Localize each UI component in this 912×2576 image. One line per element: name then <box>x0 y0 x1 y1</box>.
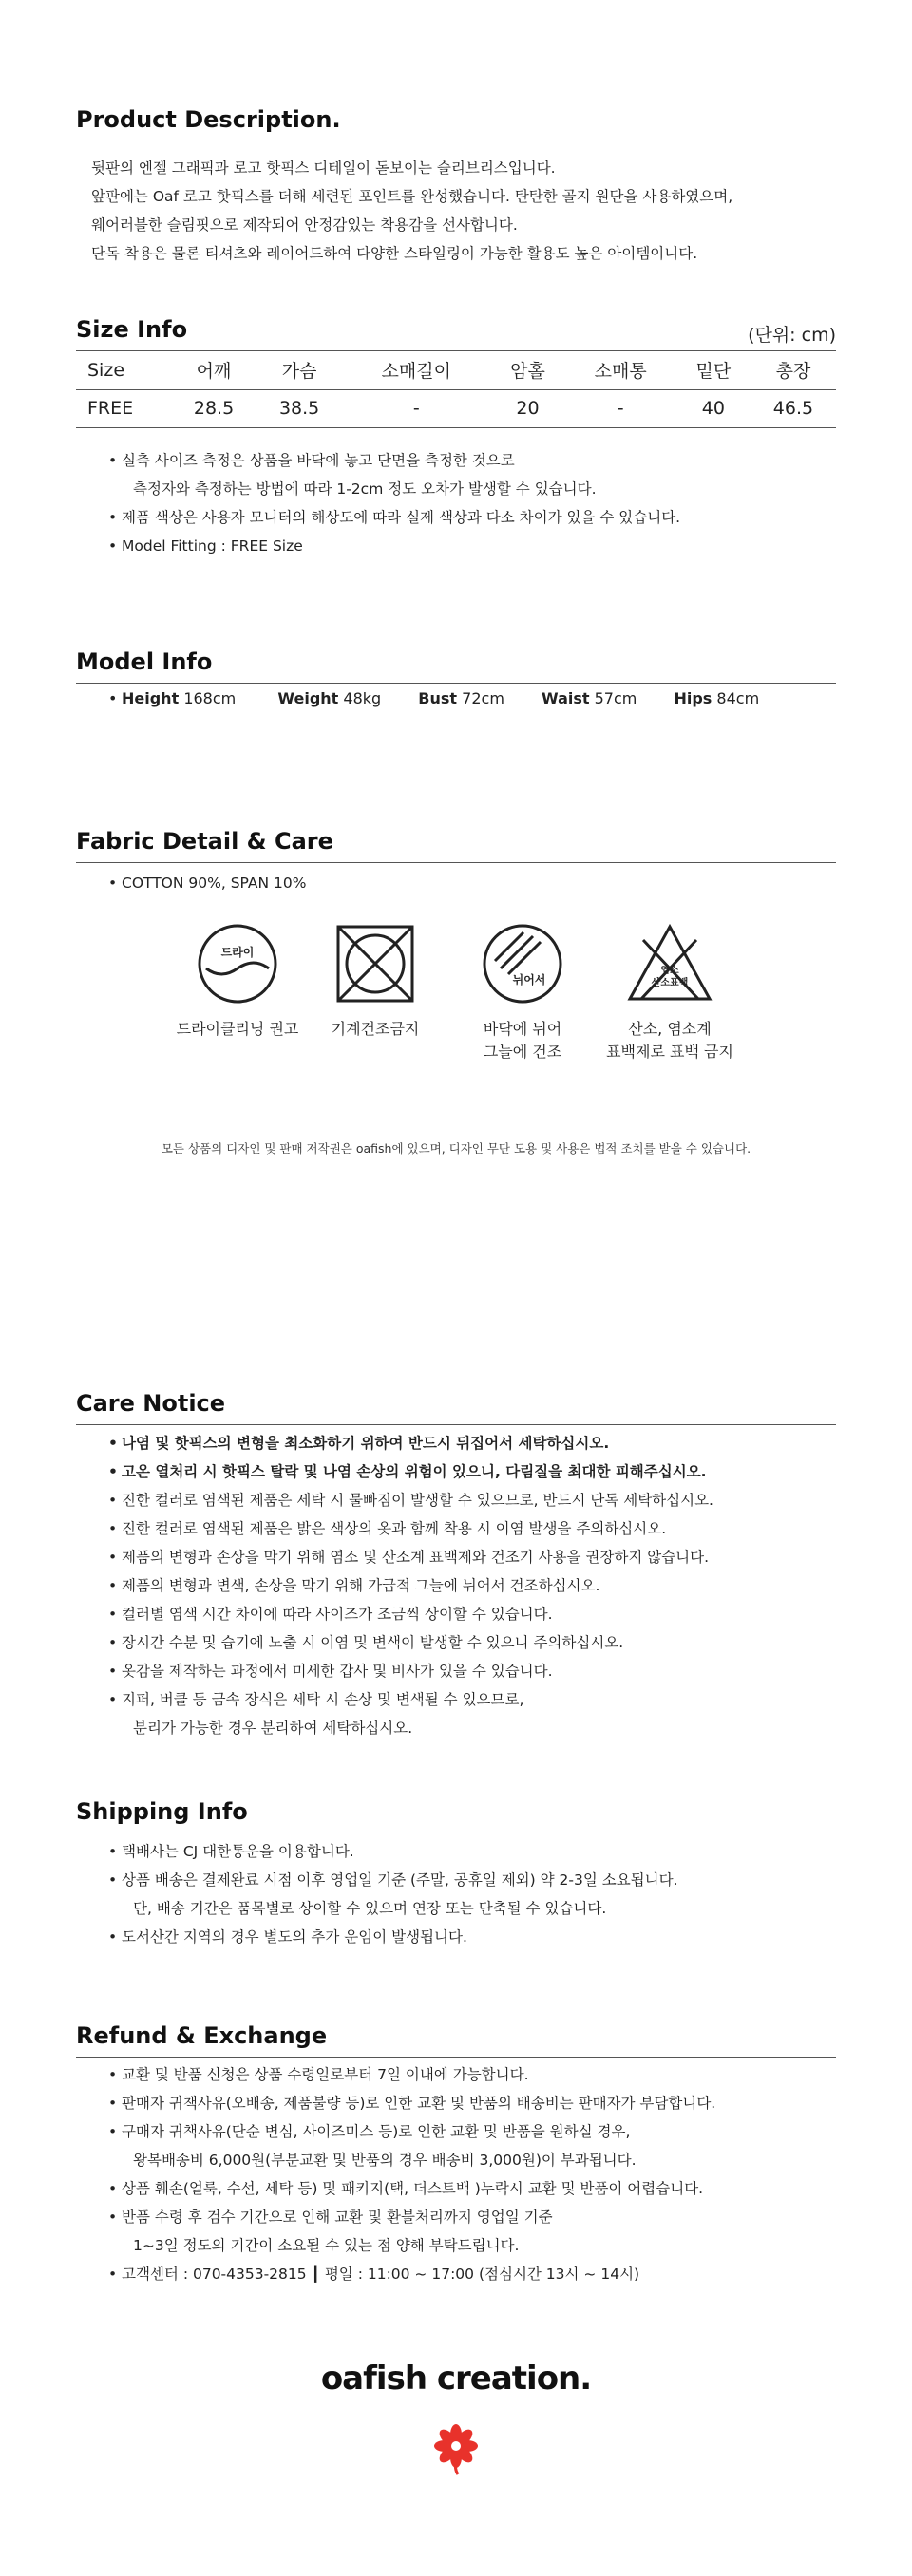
shade-dry-symbol-text: 뉘어서 <box>512 973 546 987</box>
shipping-info-title: Shipping Info <box>76 1798 248 1825</box>
no-bleach-symbol-text: 산소표백 <box>651 978 689 988</box>
dry-clean-symbol-text: 드라이 <box>220 946 255 959</box>
height-label: Height <box>122 689 180 707</box>
divider <box>76 2057 836 2058</box>
list-item: • 실측 사이즈 측정은 상품을 바닥에 놓고 단면을 측정한 것으로 <box>122 446 680 475</box>
description-line: 앞판에는 Oaf 로고 핫픽스를 더해 세련된 포인트를 완성했습니다. 탄탄한 골지 원단을 사용하였으며, <box>91 188 733 205</box>
list-item-continuation: 측정자와 측정하는 방법에 따라 1-2cm 정도 오차가 발생할 수 있습니다. <box>133 480 597 498</box>
bust-label: Bust <box>418 689 458 707</box>
size-cell: - <box>565 389 676 427</box>
description-line: 단독 착용은 물론 티셔츠와 레이어드하여 다양한 스타일링이 가능한 활용도 높은 아이템이니다. <box>91 245 698 262</box>
list-item: • 컬러별 염색 시간 차이에 따라 사이즈가 조금씩 상이할 수 있습니다. <box>122 1600 713 1628</box>
size-notes <box>122 446 680 560</box>
description-line: 뒷판의 엔젤 그래픽과 로고 핫픽스 디테일이 돋보이는 슬리브리스입니다. <box>91 160 556 177</box>
size-cell: 38.5 <box>256 389 342 427</box>
logo-center <box>451 2441 461 2451</box>
size-header-cell: 밑단 <box>676 351 750 389</box>
list-item-continuation: 단, 배송 기간은 품목별로 상이할 수 있으며 연장 또는 단축될 수 있습니다. <box>133 1900 607 1917</box>
product-description-body <box>91 154 851 268</box>
list-item: • Model Fitting : FREE Size <box>122 532 680 560</box>
list-item: • 진한 컬러로 염색된 제품은 밝은 색상의 옷과 함께 착용 시 이염 발생을 주의하십시오. <box>122 1514 713 1543</box>
care-icons <box>152 921 836 1092</box>
waist-label: Waist <box>542 689 590 707</box>
list-item: • 장시간 수분 및 습기에 노출 시 이염 및 변색이 발생할 수 있으니 주의하십시오. <box>122 1628 713 1657</box>
care-caption: 산소, 염소계 <box>628 1020 712 1038</box>
list-item: • 나염 및 핫픽스의 변형을 최소화하기 위하여 반드시 뒤집어서 세탁하십시오. <box>122 1429 713 1457</box>
size-header-cell: 가슴 <box>256 351 342 389</box>
fabric-composition: • COTTON 90%, SPAN 10% <box>122 869 306 897</box>
height-value: 168cm <box>183 689 237 707</box>
care-caption: 바닥에 뉘어 <box>483 1020 562 1038</box>
size-cell: 20 <box>490 389 564 427</box>
red-flower-logo-icon <box>432 2419 480 2480</box>
list-item: • 구매자 귀책사유(단순 변심, 사이즈미스 등)로 인한 교환 및 반품을 원하실 경우, <box>122 2117 715 2146</box>
list-item: • 제품 색상은 사용자 모니터의 해상도에 따라 실제 색상과 다소 차이가 있을 수 있습니다. <box>122 503 680 532</box>
list-item-continuation: 왕복배송비 6,000원(부분교환 및 반품의 경우 배송비 3,000원)이 부과됩니다. <box>133 2152 636 2169</box>
size-header-cell: 어깨 <box>171 351 256 389</box>
refund-exchange-list <box>122 2060 715 2288</box>
list-item <box>122 689 240 707</box>
size-header-cell: 소매길이 <box>342 351 490 389</box>
list-item: • 상품 훼손(얼룩, 수선, 세탁 등) 및 패키지(택, 더스트백 )누락시 교환 및 반품이 어렵습니다. <box>122 2174 715 2203</box>
list-item-continuation: 분리가 가능한 경우 분리하여 세탁하십시오. <box>133 1720 413 1737</box>
no-machine-dry-icon <box>290 921 461 1041</box>
list-item: • 고온 열처리 시 핫픽스 탈락 및 나염 손상의 위험이 있으니, 다림질을 최대한 피해주십시오. <box>122 1457 713 1486</box>
shipping-info-list <box>122 1837 678 1951</box>
copyright-notice: 모든 상품의 디자인 및 판매 저작권은 oafish에 있으며, 디자인 무단 도용 및 사용은 법적 조치를 받을 수 있습니다. <box>161 1141 751 1156</box>
size-header-cell: 총장 <box>750 351 836 389</box>
bust-value: 72cm <box>462 689 504 707</box>
waist-value: 57cm <box>594 689 637 707</box>
fabric-list <box>122 869 306 897</box>
description-line: 웨어러블한 슬림핏으로 제작되어 안정감있는 착용감을 선사합니다. <box>91 216 518 234</box>
size-info-title: Size Info <box>76 316 188 343</box>
list-item: • 교환 및 반품 신청은 상품 수령일로부터 7일 이내에 가능합니다. <box>122 2060 715 2089</box>
size-header-cell: 소매통 <box>565 351 676 389</box>
care-caption: 표백제로 표백 금지 <box>606 1043 733 1061</box>
shade-flat-dry-icon <box>437 921 608 1063</box>
weight-label: Weight <box>277 689 339 707</box>
product-description-title: Product Description. <box>76 106 341 133</box>
divider <box>76 683 836 684</box>
list-item: • 지퍼, 버클 등 금속 장식은 세탁 시 손상 및 변색될 수 있으므로, <box>122 1685 713 1714</box>
hips-value: 84cm <box>716 689 760 707</box>
list-item: • 제품의 변형과 변색, 손상을 막기 위해 가급적 그늘에 뉘어서 건조하십시오. <box>122 1571 713 1600</box>
model-measurements <box>122 689 759 707</box>
list-item: • 진한 컬러로 염색된 제품은 세탁 시 물빠짐이 발생할 수 있으므로, 반드시 단독 세탁하십시오. <box>122 1486 713 1514</box>
size-table <box>76 351 836 428</box>
list-item-continuation: 1~3일 정도의 기간이 소요될 수 있는 점 양해 부탁드립니다. <box>133 2237 520 2254</box>
care-notice-title: Care Notice <box>76 1390 226 1417</box>
no-bleach-icon <box>584 921 755 1063</box>
customer-center: • 고객센터 : 070-4353-2815 ┃ 평일 : 11:00 ~ 17:00 (점심시간 13시 ~ 14시) <box>122 2260 715 2288</box>
size-cell: FREE <box>76 389 171 427</box>
weight-value: 48kg <box>343 689 382 707</box>
divider <box>76 862 836 863</box>
care-caption: 기계건조금지 <box>331 1020 420 1038</box>
brand-wordmark: oafish creation. <box>320 2360 592 2397</box>
fabric-title: Fabric Detail & Care <box>76 828 333 855</box>
list-item: • 제품의 변형과 손상을 막기 위해 염소 및 산소계 표백제와 건조기 사용을 권장하지 않습니다. <box>122 1543 713 1571</box>
size-header-cell: 암홀 <box>490 351 564 389</box>
divider <box>76 1424 836 1425</box>
refund-exchange-title: Refund & Exchange <box>76 2022 328 2049</box>
list-item: • 반품 수령 후 검수 기간으로 인해 교환 및 환불처리까지 영업일 기준 <box>122 2203 715 2231</box>
care-notice-list <box>122 1429 713 1742</box>
list-item: • 도서산간 지역의 경우 별도의 추가 운임이 발생됩니다. <box>122 1923 678 1951</box>
list-item: • 상품 배송은 결제완료 시점 이후 영업일 기준 (주말, 공휴일 제외) 약 2-3일 소요됩니다. <box>122 1866 678 1894</box>
no-bleach-symbol-text: 염소 <box>660 966 679 976</box>
list-item: • 옷감을 제작하는 과정에서 미세한 갑사 및 비사가 있을 수 있습니다. <box>122 1657 713 1685</box>
size-unit: (단위: cm) <box>748 325 836 346</box>
size-cell: - <box>342 389 490 427</box>
size-cell: 46.5 <box>750 389 836 427</box>
list-item: • 택배사는 CJ 대한통운을 이용합니다. <box>122 1837 678 1866</box>
model-info-title: Model Info <box>76 649 213 675</box>
size-header-cell: Size <box>76 351 171 389</box>
table-row <box>76 389 836 427</box>
list-item: • 판매자 귀책사유(오배송, 제품불량 등)로 인한 교환 및 반품의 배송비는 판매자가 부담합니다. <box>122 2089 715 2117</box>
hips-label: Hips <box>674 689 712 707</box>
size-cell: 40 <box>676 389 750 427</box>
care-caption: 드라이클리닝 권고 <box>176 1020 299 1038</box>
care-caption: 그늘에 건조 <box>483 1043 562 1061</box>
size-cell: 28.5 <box>171 389 256 427</box>
size-table-header <box>76 351 836 389</box>
